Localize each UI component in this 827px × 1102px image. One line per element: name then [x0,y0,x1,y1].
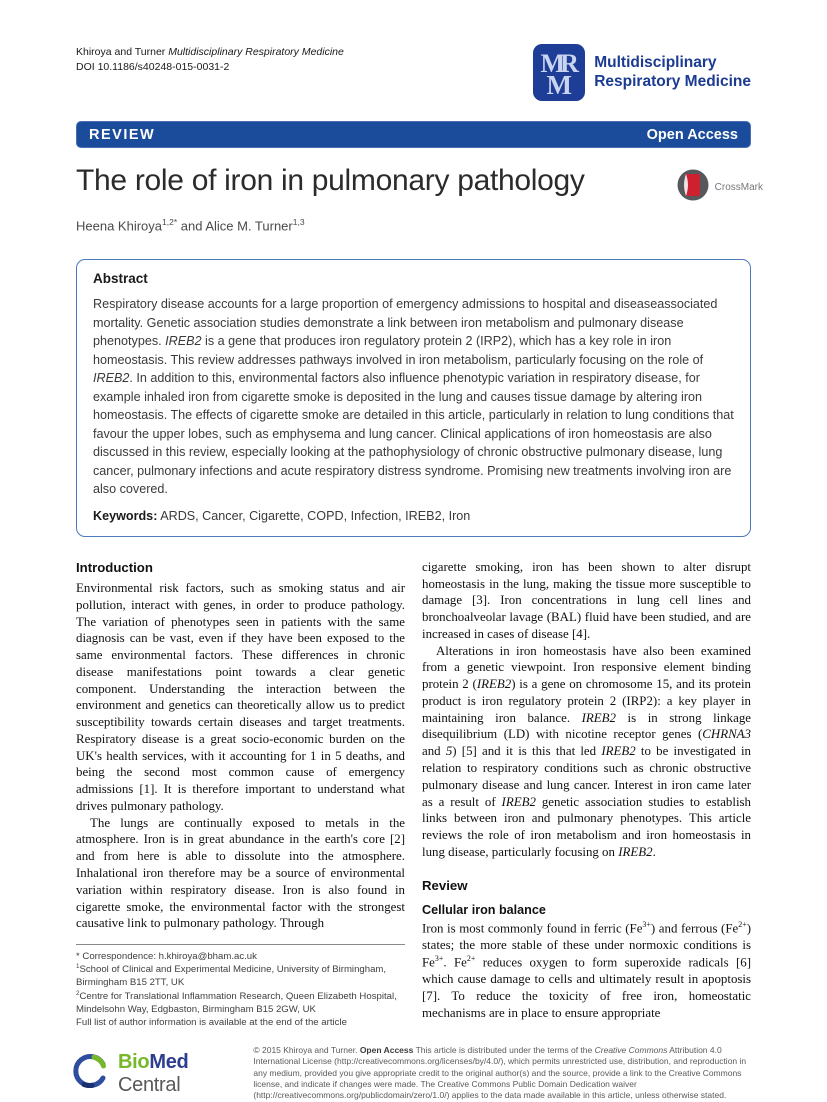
biomed-wordmark [118,1051,253,1097]
citation-journal: Multidisciplinary Respiratory Medicine [168,46,344,58]
correspondence-note: * Correspondence: h.khiroya@bham.ac.uk [76,951,257,963]
abstract-box [76,259,751,537]
affiliation-2: $^2$Centre for Translational Inflammation Research, Queen Elizabeth Hospital, Mindelsohn Way, Edgbaston, Birmingham B15 2GW, UK [76,989,397,1015]
biomed-med: Med [149,1050,189,1073]
biomed-circle-icon [70,1051,110,1096]
page-footer [0,1029,827,1102]
review-heading: Review [422,877,468,893]
title-row [0,148,827,207]
right-column [422,559,751,1029]
biomed-bio: Bio [118,1050,150,1073]
journal-name [594,54,751,92]
crossmark-icon [676,168,710,207]
author-info-note: Full list of author information is available at the end of the article [76,1016,347,1028]
journal-brand [533,44,751,101]
intro-paragraph-1: Environmental risk factors, such as smoking status and air pollution, interact with genes, in order to produce pathology. The variation of phenotypes seen in patients with the same diagnosis can be vast, even if they have been exposed to the same environmental factors. These differences in chronic disease manifestations point towards a clear genetic component. Understanding the interaction between the environment and genetics can theoretically allow us to predict susceptibility towards certain diseases and target treatments. Respiratory disease is a great socio-economic burden on the UK's health services, with it accounting for 1 in 5 deaths, and being the second most common cause of emergency admissions [1]. It is therefore important to understand what drives pulmonary pathology. [76,580,405,813]
biomed-central: Central [118,1073,181,1096]
keywords-line [93,509,734,523]
citation-block [76,45,344,75]
footnotes-block [76,944,405,1029]
keywords-label: Keywords: [93,508,158,523]
intro-paragraph-2: The lungs are continually exposed to metals in the atmosphere. Iron is in great abundance in the earth's core [2] and from here is able to dissolute into the atmosphere. Inhalational iron therefore may be a source of environmental variation within respiratory disease. Iron is also found in cigarette smoke, the environmental factor with the strongest causative link to pulmonary pathology. Through [76,815,405,931]
crossmark-badge[interactable] [676,168,763,207]
mrm-monogram-bottom: M [546,70,572,101]
biomed-central-logo [70,1051,253,1097]
section-spacer [422,861,751,877]
body-paragraph-genetics: Alterations in iron homeostasis have also been examined from a genetic viewpoint. Iron responsive element binding protein 2 (IREB2) is a gene on chromosome 15, and its protein product is iron regulatory protein 2 (IRP2): a key player in maintaining iron balance. IREB2 is in strong linkage disequilibrium (LD) with nicotine receptor genes (CHRNA3 and 5) [5] and it is this that led IREB2 to be investigated in relation to respiratory conditions such as chronic obstructive pulmonary disease and lung cancer. Interest in iron came later as a result of IREB2 genetic association studies to establish links between iron and pulmonary phenotypes. This article reviews the role of iron metabolism and iron homeostasis in lung disease, particularly focusing on IREB2. [422,643,751,859]
abstract-text: Respiratory disease accounts for a large proportion of emergency admissions to hospital and diseaseassociated mortality. Genetic association studies demonstrate a link between iron metabolism and pulmonary disease phenotypes. IREB2 is a gene that produces iron regulatory protein 2 (IRP2), which has a key role in iron homeostasis. This review addresses pathways involved in iron metabolism, particularly focusing on the role of IREB2. In addition to this, environmental factors also influence phenotypic variation in respiratory disease, for example inhaled iron from cigarette smoke is deposited in the lung and causes tissue damage by altering iron homeostasis. The effects of cigarette smoke are detailed in this article, particularly in relation to lung conditions that favour the upper lobes, such as emphysema and lung cancer. Clinical applications of iron homeostasis are also discussed in this review, especially looking at the pathophysiology of chronic obstructive pulmonary disease, lung cancer, pulmonary infections and acute respiratory distress syndrome. Promising new treatments involving iron are also covered. [93,297,734,497]
citation-authors: Khiroya and Turner [76,46,169,58]
article-title: The role of iron in pulmonary pathology [76,164,585,197]
body-paragraph-iron-states: Iron is most commonly found in ferric $(Fe^{3+})$ and ferrous $(Fe^{2+})$ states; the more stable of these under normoxic conditions is $Fe^{3+}$. $Fe^{2+}$ reduces oxygen to form superoxide radicals [6] which cause damage to cells and ultimately result in apoptosis [7]. To reduce the toxicity of free iron, homeostatic mechanisms are in place to ensure appropriate [422,920,751,1020]
abstract-heading: Abstract [93,271,148,287]
mrm-monogram-top: MR [540,48,574,78]
cellular-iron-balance-heading: Cellular iron balance [422,902,546,917]
body-paragraph-continued: cigarette smoking, iron has been shown to alter disrupt homeostasis in the lung, making the tissue more susceptible to damage [3]. Iron concentrations in lung cell lines and bronchoalveolar lavage (BAL) fluid have been studied, and are increased in cases of disease [4]. [422,559,751,641]
affiliation-1: $^1$School of Clinical and Experimental Medicine, University of Birmingham, Birmingham B15 2TT, UK [76,963,387,989]
article-type-label: REVIEW [89,126,156,143]
introduction-heading: Introduction [76,559,153,575]
mrm-logo [533,44,585,101]
keywords-text: ARDS, Cancer, Cigarette, COPD, Infection, IREB2, Iron [157,508,471,523]
left-column [76,559,405,1029]
author-line: Heena Khiroya$^{1,2*}$ and Alice M. Turner$^{1,3}$ [76,217,305,234]
article-type-banner [76,121,751,148]
crossmark-label: CrossMark [714,182,763,193]
journal-name-line2: Respiratory Medicine [594,72,751,90]
journal-name-line1: Multidisciplinary [594,53,717,71]
page-header [0,0,827,101]
article-body [76,559,751,1029]
doi-line: DOI 10.1186/s40248-015-0031-2 [76,61,230,74]
open-access-label: Open Access [646,126,738,143]
citation-line [76,45,344,60]
copyright-notice: © 2015 Khiroya and Turner. Open Access This article is distributed under the terms of the Creative Commons Attribution 4.0 International License (http://creativecommons.org/licenses/by/4.0/), which permits unrestricted use, distribution, and reproduction in any medium, provided you give appropriate credit to the original author(s) and the source, provide a link to the Creative Commons license, and indicate if changes were made. The Creative Commons Public Domain Dedication waiver (http://creativecommons.org/publicdomain/zero/1.0/) applies to the data made available in this article, unless otherwise stated. [253,1044,747,1101]
